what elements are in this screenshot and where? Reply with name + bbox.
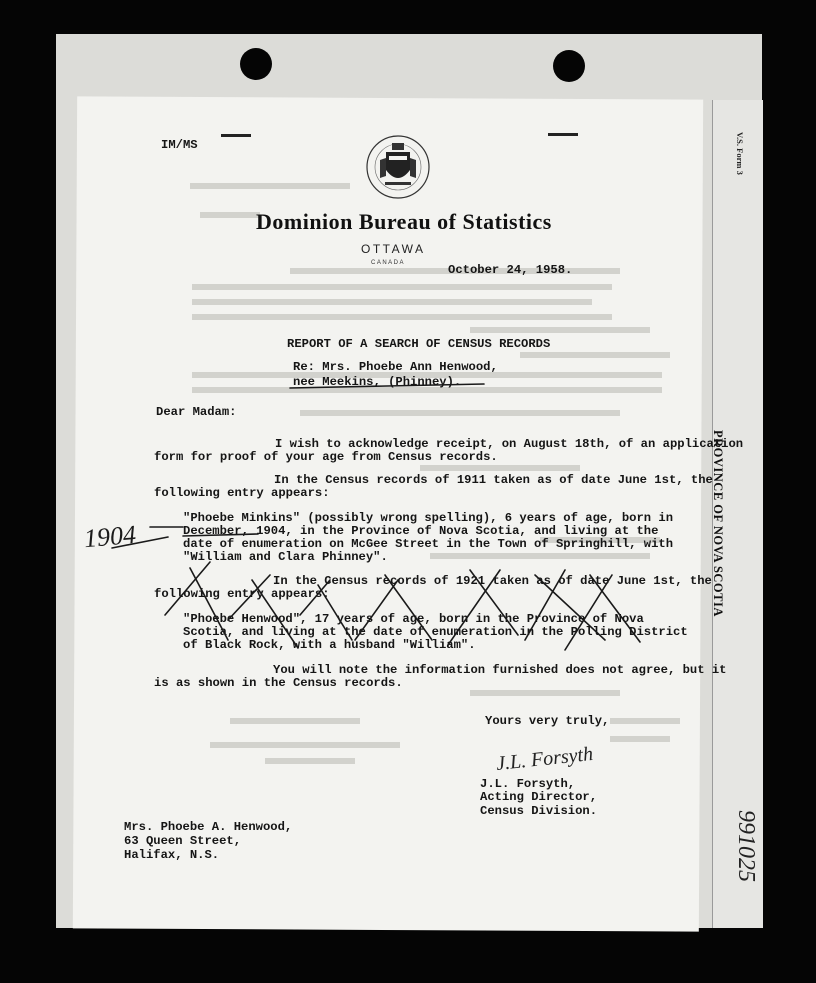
census-1911-line-3: date of enumeration on McGee Street in the Town of Springhill, with <box>183 537 674 551</box>
census-1921-line-2: Scotia, and living at the date of enumeration in the Polling District <box>183 625 688 639</box>
salutation: Dear Madam: <box>156 405 237 419</box>
province-label: PROVINCE OF NOVA SCOTIA <box>711 430 725 617</box>
report-title: REPORT OF A SEARCH OF CENSUS RECORDS <box>287 337 551 351</box>
recipient-city: Halifax, N.S. <box>124 848 220 862</box>
valediction: Yours very truly, <box>485 714 610 728</box>
letter-date: October 24, 1958. <box>448 263 573 277</box>
census-1911-line-4: "William and Clara Phinney". <box>183 550 388 564</box>
recipient-street: 63 Queen Street, <box>124 834 242 848</box>
organization-city: OTTAWA <box>361 242 426 256</box>
paragraph-1-line-2: form for proof of your age from Census records. <box>154 450 498 464</box>
cross-out-1921-entry <box>165 562 640 650</box>
paragraph-2-line-1: In the Census records of 1911 taken as of date June 1st, the <box>274 473 713 487</box>
year-underline <box>112 537 168 548</box>
reference-initials: IM/MS <box>161 138 198 152</box>
paragraph-4-line-2: is as shown in the Census records. <box>154 676 403 690</box>
census-1911-line-2: December, 1904, in the Province of Nova Scotia, and living at the <box>183 524 659 538</box>
organization-country: CANADA <box>371 260 406 266</box>
signer-name: J.L. Forsyth, <box>480 777 576 791</box>
re-line-2: nee Meekins, (Phinney). <box>293 375 462 389</box>
handwritten-signature: J.L. Forsyth <box>495 742 595 776</box>
census-1921-line-1: "Phoebe Henwood", 17 years of age, born in the Province of Nova <box>183 612 644 626</box>
census-1921-line-3: of Black Rock, with a husband "William". <box>183 638 476 652</box>
recipient-name: Mrs. Phoebe A. Henwood, <box>124 820 293 834</box>
signer-title: Acting Director, <box>480 790 598 804</box>
date-underline <box>183 534 258 536</box>
paragraph-1-line-1: I wish to acknowledge receipt, on August 18th, of an application <box>275 437 744 451</box>
organization-name: Dominion Bureau of Statistics <box>256 209 552 234</box>
re-line-1: Re: Mrs. Phoebe Ann Henwood, <box>293 360 498 374</box>
census-1911-line-1: "Phoebe Minkins" (possibly wrong spelling), 6 years of age, born in <box>183 511 674 525</box>
file-number-stamp: 991025 <box>733 810 759 882</box>
paragraph-3-line-1: In the Census records of 1921 taken as of date June 1st, the <box>273 574 712 588</box>
handwritten-year-note: 1904 <box>82 519 138 554</box>
form-number-label: V.S. Form 3 <box>735 132 745 175</box>
paragraph-2-line-2: following entry appears: <box>154 486 330 500</box>
paragraph-3-line-2: following entry appears: <box>154 587 330 601</box>
re-underline <box>290 384 484 388</box>
paragraph-4-line-1: You will note the information furnished does not agree, but it <box>273 663 727 677</box>
signer-division: Census Division. <box>480 804 598 818</box>
